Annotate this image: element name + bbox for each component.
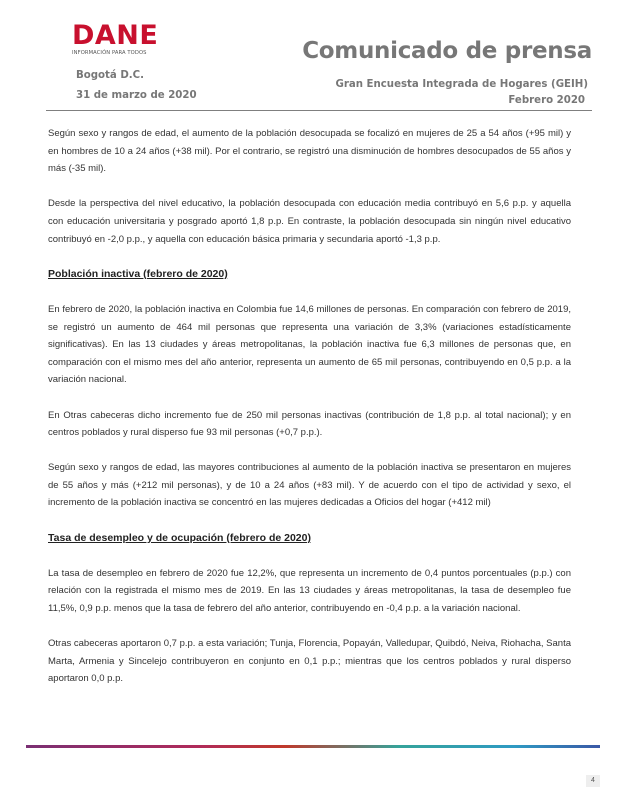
- logo-tagline: INFORMACIÓN PARA TODOS: [72, 50, 147, 56]
- paragraph: En febrero de 2020, la población inactiva en Colombia fue 14,6 millones de personas. En comparación con febrero de 2019, se registró un aumento de 464 mil personas que representa una variación de 3,3% (variaciones estadísticamente significativas). En las 13 ciudades y áreas metropolitanas, la población inactiva fue 6,3 millones de personas que, en comparación con el mismo mes del año anterior, representa un aumento de 65 mil personas, contribuyendo en 0,5 p.p. a la variación nacional.: [48, 303, 571, 386]
- header-place: Bogotá D.C.: [76, 70, 145, 81]
- paragraph: Otras cabeceras aportaron 0,7 p.p. a esta variación; Tunja, Florencia, Popayán, Valledupar, Quibdó, Neiva, Riohacha, Santa Marta, Armenia y Sincelejo contribuyeron en conjunto en 0,1 p.p.; mientras que los centros poblados y rural disperso aportaron 0,0 p.p.: [48, 638, 571, 685]
- page-title: Comunicado de prensa: [302, 38, 592, 64]
- paragraph: La tasa de desempleo en febrero de 2020 fue 12,2%, que representa un incremento de 0,4 puntos porcentuales (p.p.) con relación con la registrada el mismo mes de 2019. En las 13 ciudades y áreas metropolitanas, la tasa de desempleo fue 11,5%, 0,9 p.p. menos que la tasa de febrero del año anterior, contribuyendo en -0,4 p.p. a la variación nacional.: [48, 567, 571, 615]
- header-survey-name: Gran Encuesta Integrada de Hogares (GEIH): [335, 79, 588, 90]
- paragraph: Según sexo y rangos de edad, el aumento de la población desocupada se focalizó en mujeres de 25 a 54 años (+95 mil) y en hombres de 10 a 24 años (+38 mil). Por el contrario, se registró una disminución de hombres desocupados de 55 años y más (-35 mil).: [48, 128, 571, 175]
- dane-logo: [72, 22, 158, 56]
- logo-wordmark: DANE: [72, 20, 159, 51]
- header-date: 31 de marzo de 2020: [76, 90, 197, 101]
- section-heading: Tasa de desempleo y de ocupación (febrero de 2020): [48, 531, 311, 544]
- footer-color-bar: [26, 745, 600, 748]
- paragraph: En Otras cabeceras dicho incremento fue de 250 mil personas inactivas (contribución de 1,8 p.p. al total nacional); y en centros poblados y rural disperso fue 93 mil personas (+0,7 p.p.).: [48, 409, 571, 439]
- document-body: [48, 125, 571, 706]
- paragraph: Desde la perspectiva del nivel educativo, la población desocupada con educación media contribuyó en 5,6 p.p. y aquella con educación universitaria y posgrado aportó 1,8 p.p. En contraste, la población desocupada sin ningún nivel educativo contribuyó en -2,0 p.p., y aquella con educación básica primaria y secundaria aportó -1,3 p.p.: [48, 198, 571, 245]
- header-period: Febrero 2020: [508, 95, 585, 106]
- page-number: 4: [586, 775, 600, 787]
- paragraph: Según sexo y rangos de edad, las mayores contribuciones al aumento de la población inactiva se presentaron en mujeres de 55 años y más (+212 mil personas), y de 10 a 24 años (+83 mil). Y de acuerdo con el tipo de actividad y sexo, el incremento de la población inactiva se concentró en las mujeres dedicadas a Oficios del hogar (+412 mil): [48, 462, 571, 509]
- header-divider: [46, 110, 592, 111]
- section-heading: Población inactiva (febrero de 2020): [48, 267, 228, 280]
